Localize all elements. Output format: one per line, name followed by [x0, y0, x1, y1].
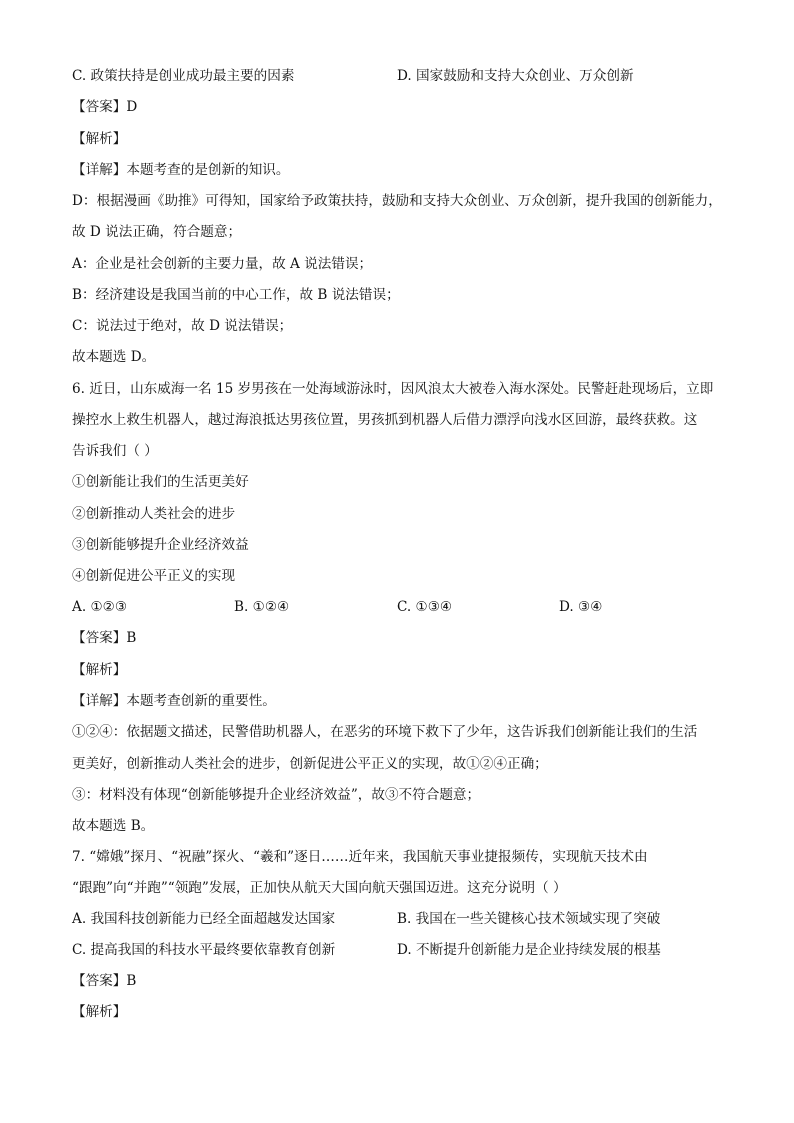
q6-stem-line: 告诉我们（ ）: [72, 443, 158, 459]
q5-option-d: D. 国家鼓励和支持大众创业、万众创新: [397, 68, 634, 84]
q5-analysis-line: A：企业是社会创新的主要力量，故 A 说法错误；: [72, 256, 373, 272]
q6-option-b: B. ①②④: [234, 599, 290, 615]
q6-analysis-line: ③：材料没有体现“创新能够提升企业经济效益”，故③不符合题意；: [72, 787, 481, 803]
q6-analysis-line: ①②④：依据题文描述，民警借助机器人，在恶劣的环境下救下了少年，这告诉我们创新能让我们的生活: [72, 724, 698, 740]
answer-value: B: [126, 630, 137, 646]
q6-item: ③创新能够提升企业经济效益: [72, 537, 249, 553]
answer-tag: 【答案】: [72, 630, 127, 646]
q6-analysis-line: 故本题选 B。: [72, 818, 155, 834]
q7-stem-line: “跟跑”向“并跑”“领跑”发展，正加快从航天大国向航天强国迈进。这充分说明（ ）: [72, 880, 567, 896]
q5-analysis-line: B：经济建设是我国当前的中心工作，故 B 说法错误；: [72, 287, 400, 303]
q7-analysis-heading: 【解析】: [72, 1004, 127, 1020]
detail-tag: 【详解】: [72, 162, 127, 178]
q6-item: ①创新能让我们的生活更美好: [72, 474, 249, 490]
q6-answer: [72, 628, 732, 648]
q6-analysis-heading: 【解析】: [72, 662, 127, 678]
q6-item: ②创新推动人类社会的进步: [72, 506, 236, 522]
q5-analysis-line: C：说法过于绝对，故 D 说法错误；: [72, 318, 293, 334]
q6-option-a: A. ①②③: [72, 599, 128, 615]
q7-option-d: D. 不断提升创新能力是企业持续发展的根基: [397, 942, 661, 958]
q5-analysis-line: 故 D 说法正确，符合题意；: [72, 224, 242, 240]
q6-detail: [72, 691, 732, 711]
q6-stem-line: 6. 近日，山东威海一名 15 岁男孩在一处海域游泳时，因风浪太大被卷入海水深处。民警赶赴现场后，立即: [72, 381, 714, 397]
detail-intro: 本题考查的是创新的知识。: [126, 162, 290, 178]
q5-analysis-heading: 【解析】: [72, 131, 127, 147]
q6-option-c: C. ①③④: [397, 599, 453, 615]
q7-answer: [72, 971, 732, 991]
q6-item: ④创新促进公平正义的实现: [72, 568, 236, 584]
detail-tag: 【详解】: [72, 693, 127, 709]
detail-intro: 本题考查创新的重要性。: [126, 693, 276, 709]
q6-stem-line: 操控水上救生机器人，越过海浪抵达男孩位置，男孩抓到机器人后借力漂浮向浅水区回游，最终获救。这: [72, 412, 698, 428]
q5-analysis-line: 故本题选 D。: [72, 349, 156, 365]
q7-stem-line: 7. “嫦娥”探月、“祝融”探火、“羲和”逐日……近年来，我国航天事业捷报频传，实现航天技术由: [72, 849, 648, 865]
q5-option-c: C. 政策扶持是创业成功最主要的因素: [72, 68, 295, 84]
answer-value: B: [126, 973, 137, 989]
q5-answer: [72, 97, 732, 117]
q7-option-c: C. 提高我国的科技水平最终要依靠教育创新: [72, 942, 336, 958]
q7-option-b: B. 我国在一些关键核心技术领域实现了突破: [397, 911, 661, 927]
q5-detail: [72, 160, 732, 180]
answer-tag: 【答案】: [72, 99, 127, 115]
answer-value: D: [126, 99, 138, 115]
q6-analysis-line: 更美好，创新推动人类社会的进步，创新促进公平正义的实现，故①②④正确；: [72, 756, 548, 772]
answer-tag: 【答案】: [72, 973, 127, 989]
q7-option-a: A. 我国科技创新能力已经全面超越发达国家: [72, 911, 336, 927]
q6-option-d: D. ③④: [559, 599, 603, 615]
q5-analysis-line: D：根据漫画《助推》可得知，国家给予政策扶持，鼓励和支持大众创业、万众创新，提升我国的创新能力，: [72, 193, 722, 209]
